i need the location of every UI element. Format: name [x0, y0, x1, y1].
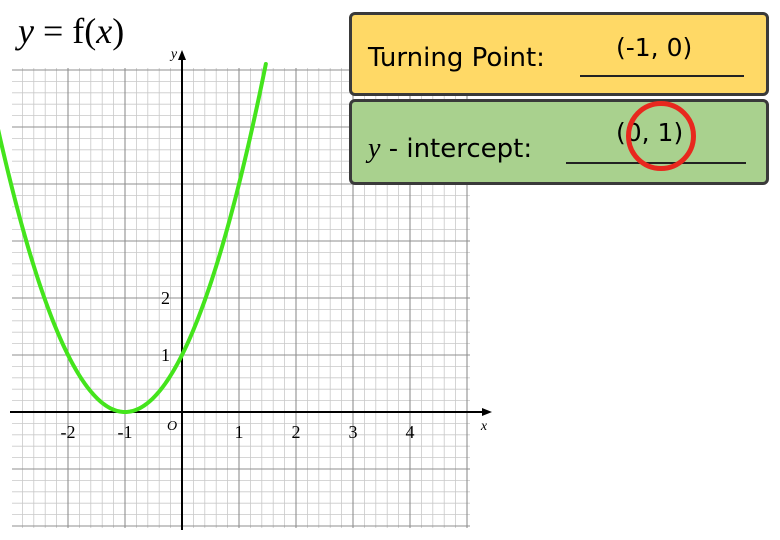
- y-intercept-label: y - intercept:: [368, 133, 533, 164]
- origin-label: O: [166, 419, 178, 434]
- x-axis-label: x: [480, 419, 488, 434]
- turning-point-label: Turning Point:: [368, 43, 545, 73]
- function-title: y = f(x): [18, 11, 125, 51]
- x-tick-label: 1: [234, 422, 244, 442]
- y-intercept-var: y: [368, 133, 381, 164]
- y-intercept-answer: (0, 1): [616, 118, 684, 147]
- x-tick-label: 2: [291, 422, 301, 442]
- x-tick-label: -1: [117, 422, 133, 442]
- x-tick-label: 4: [405, 422, 415, 442]
- y-axis-label: y: [170, 47, 178, 62]
- x-tick-label: -2: [60, 422, 76, 442]
- turning-point-box: [349, 12, 769, 96]
- highlight-circle: [626, 101, 696, 171]
- x-tick-label: 3: [348, 422, 358, 442]
- y-tick-label: 1: [161, 345, 170, 365]
- turning-point-answer-line: [580, 75, 744, 77]
- curve-layer: [0, 64, 266, 412]
- y-intercept-box: [349, 99, 769, 185]
- y-axis-arrow: [178, 50, 186, 60]
- turning-point-answer: (-1, 0): [616, 33, 693, 62]
- y-tick-label: 2: [161, 288, 170, 308]
- x-axis-arrow: [482, 408, 492, 416]
- parabola-curve: [0, 64, 266, 412]
